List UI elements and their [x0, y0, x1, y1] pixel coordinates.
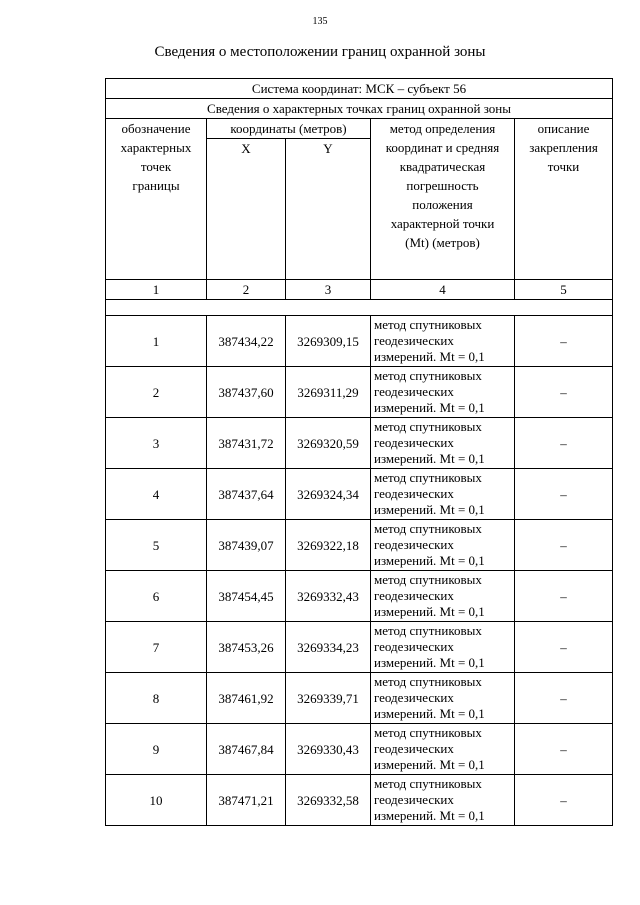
coord-system-row: [106, 79, 613, 99]
fixing-cell: –: [515, 724, 613, 775]
method-line: метод спутниковых: [374, 572, 482, 587]
method-cell: [371, 571, 515, 622]
method-cell: [371, 367, 515, 418]
column-number: 2: [207, 280, 286, 300]
method-cell: [371, 622, 515, 673]
x-coordinate-cell: 387439,07: [207, 520, 286, 571]
column-number: 1: [106, 280, 207, 300]
y-coordinate-cell: 3269332,43: [286, 571, 371, 622]
table-row: [106, 418, 613, 469]
column-number: 4: [371, 280, 515, 300]
y-coordinate-cell: 3269330,43: [286, 724, 371, 775]
header-point-id-line: обозначение: [121, 121, 191, 136]
page-number: 135: [312, 16, 328, 27]
table-row: [106, 673, 613, 724]
point-id-cell: 2: [106, 367, 207, 418]
method-line: измерений. Mt = 0,1: [374, 757, 485, 772]
method-line: метод спутниковых: [374, 776, 482, 791]
boundary-points-table: [105, 78, 613, 826]
method-line: геодезических: [374, 333, 454, 348]
method-cell: [371, 724, 515, 775]
method-line: геодезических: [374, 486, 454, 501]
method-line: геодезических: [374, 435, 454, 450]
point-id-cell: 6: [106, 571, 207, 622]
method-cell: [371, 316, 515, 367]
x-coordinate-cell: 387437,60: [207, 367, 286, 418]
method-line: метод спутниковых: [374, 317, 482, 332]
method-line: измерений. Mt = 0,1: [374, 502, 485, 517]
fixing-cell: –: [515, 316, 613, 367]
x-coordinate-cell: 387431,72: [207, 418, 286, 469]
table-row: [106, 622, 613, 673]
point-id-cell: 5: [106, 520, 207, 571]
method-line: геодезических: [374, 639, 454, 654]
header-point-id-line: границы: [132, 178, 180, 193]
header-method-line: погрешность: [406, 178, 479, 193]
fixing-cell: –: [515, 418, 613, 469]
spacer-row: [106, 300, 613, 316]
column-number: 3: [286, 280, 371, 300]
header-row-1: [106, 119, 613, 139]
method-line: измерений. Mt = 0,1: [374, 553, 485, 568]
method-cell: [371, 418, 515, 469]
table-row: [106, 724, 613, 775]
method-cell: [371, 469, 515, 520]
table-row: [106, 367, 613, 418]
fixing-cell: –: [515, 673, 613, 724]
table-row: [106, 775, 613, 826]
header-method-line: координат и средняя: [385, 140, 500, 155]
table-row: [106, 316, 613, 367]
method-line: измерений. Mt = 0,1: [374, 655, 485, 670]
point-id-cell: 9: [106, 724, 207, 775]
x-coordinate-cell: 387471,21: [207, 775, 286, 826]
point-id-cell: 7: [106, 622, 207, 673]
point-id-cell: 3: [106, 418, 207, 469]
y-coordinate-cell: 3269334,23: [286, 622, 371, 673]
method-line: метод спутниковых: [374, 470, 482, 485]
method-line: измерений. Mt = 0,1: [374, 706, 485, 721]
header-method-line: характерной точки: [390, 216, 495, 231]
header-fixing-line: описание: [537, 121, 590, 136]
x-coordinate-cell: 387437,64: [207, 469, 286, 520]
fixing-cell: –: [515, 520, 613, 571]
method-line: геодезических: [374, 537, 454, 552]
header-point-id-line: точек: [140, 159, 172, 174]
column-number: 5: [515, 280, 613, 300]
point-id-cell: 10: [106, 775, 207, 826]
y-coordinate-cell: 3269311,29: [286, 367, 371, 418]
header-fixing: [515, 119, 613, 280]
method-line: геодезических: [374, 384, 454, 399]
method-cell: [371, 775, 515, 826]
header-method: [371, 119, 515, 280]
point-id-cell: 1: [106, 316, 207, 367]
column-numbers-row: [106, 280, 613, 300]
header-point-id-line: характерных: [120, 140, 192, 155]
method-line: геодезических: [374, 792, 454, 807]
method-line: геодезических: [374, 741, 454, 756]
fixing-cell: –: [515, 571, 613, 622]
method-line: измерений. Mt = 0,1: [374, 400, 485, 415]
coord-system-cell: Система координат: МСК – субъект 56: [106, 79, 613, 99]
header-method-line: квадратическая: [399, 159, 486, 174]
method-line: метод спутниковых: [374, 521, 482, 536]
table-row: [106, 520, 613, 571]
document-title: Сведения о местоположении границ охранной зоны: [154, 44, 486, 60]
method-line: метод спутниковых: [374, 368, 482, 383]
x-coordinate-cell: 387453,26: [207, 622, 286, 673]
fixing-cell: –: [515, 622, 613, 673]
header-method-line: метод определения: [389, 121, 496, 136]
header-fixing-line: закрепления: [529, 140, 598, 155]
x-coordinate-cell: 387467,84: [207, 724, 286, 775]
method-line: геодезических: [374, 588, 454, 603]
fixing-cell: –: [515, 775, 613, 826]
method-line: измерений. Mt = 0,1: [374, 451, 485, 466]
method-line: измерений. Mt = 0,1: [374, 604, 485, 619]
fixing-cell: –: [515, 367, 613, 418]
points-caption-cell: Сведения о характерных точках границ охранной зоны: [106, 99, 613, 119]
point-id-cell: 4: [106, 469, 207, 520]
y-coordinate-cell: 3269324,34: [286, 469, 371, 520]
header-method-line: (Mt) (метров): [405, 235, 480, 250]
x-coordinate-cell: 387454,45: [207, 571, 286, 622]
spacer-cell: [106, 300, 613, 316]
x-coordinate-cell: 387461,92: [207, 673, 286, 724]
method-line: измерений. Mt = 0,1: [374, 349, 485, 364]
method-line: метод спутниковых: [374, 674, 482, 689]
method-line: измерений. Mt = 0,1: [374, 808, 485, 823]
fixing-cell: –: [515, 469, 613, 520]
table-row: [106, 469, 613, 520]
method-line: метод спутниковых: [374, 419, 482, 434]
method-cell: [371, 520, 515, 571]
y-coordinate-cell: 3269322,18: [286, 520, 371, 571]
method-line: метод спутниковых: [374, 623, 482, 638]
points-caption-row: [106, 99, 613, 119]
x-coordinate-cell: 387434,22: [207, 316, 286, 367]
header-x: X: [207, 139, 286, 280]
header-point-id: [106, 119, 207, 280]
method-line: метод спутниковых: [374, 725, 482, 740]
header-fixing-line: точки: [547, 159, 580, 174]
table-row: [106, 571, 613, 622]
header-y: Y: [286, 139, 371, 280]
point-id-cell: 8: [106, 673, 207, 724]
y-coordinate-cell: 3269339,71: [286, 673, 371, 724]
y-coordinate-cell: 3269332,58: [286, 775, 371, 826]
method-line: геодезических: [374, 690, 454, 705]
header-coordinates: координаты (метров): [207, 119, 371, 139]
method-cell: [371, 673, 515, 724]
y-coordinate-cell: 3269309,15: [286, 316, 371, 367]
header-method-line: положения: [412, 197, 473, 212]
y-coordinate-cell: 3269320,59: [286, 418, 371, 469]
